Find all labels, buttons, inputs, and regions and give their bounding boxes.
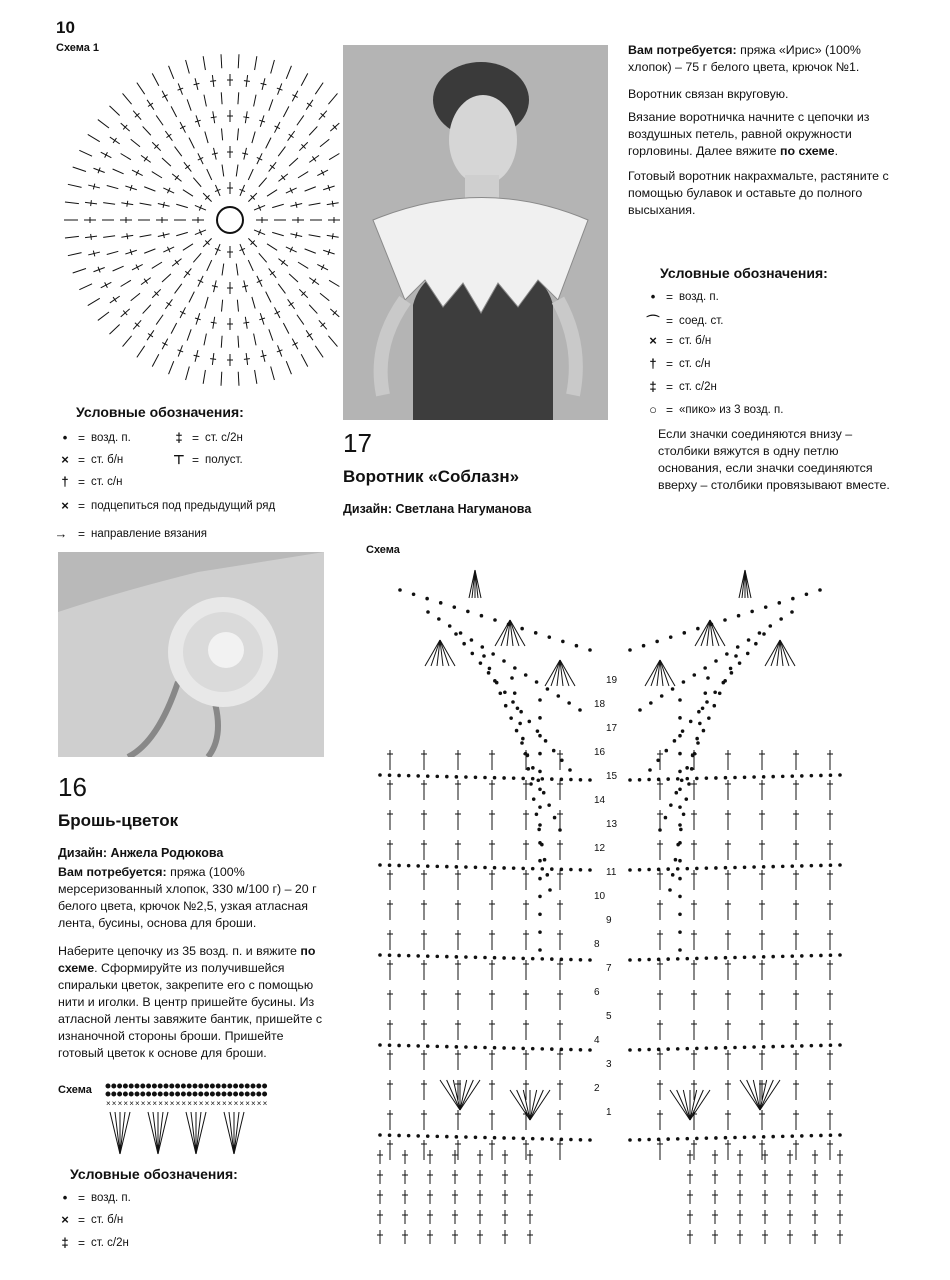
row-number: 16 [594,747,606,758]
p17-legend-ch: • = возд. п. [650,289,719,304]
brooch-photo [58,552,324,757]
project17-para2: Вязание воротничка начните с цепочки из воздушных петель, равной окружности горловины. Далее вяжите по схеме. [628,110,870,158]
p16-legend-sc: × = ст. б/н [61,1212,124,1227]
svg-text:×: × [169,1099,175,1108]
svg-text:×: × [129,1099,134,1108]
p17-legend-slst: ⌒ = соед. ст. [646,313,724,329]
svg-text:×: × [222,1099,227,1108]
row-number: 11 [606,867,617,878]
project16-number: 16 [58,772,87,802]
row-number: 7 [606,963,612,974]
row-number: 13 [606,819,618,830]
p17-legend-picot: ○ = «пико» из 3 возд. п. [649,402,784,417]
project16-legend-title: Условные обозначения: [70,1166,238,1182]
svg-text:×: × [123,1099,129,1108]
svg-text:×: × [227,1099,233,1108]
p16-legend-dtr: ‡ = ст. с/2н [61,1235,129,1250]
collar-photo-art [343,45,608,420]
project17-symbol-note: Если значки соединяются внизу – столбики вяжутся в одну петлю основания, если значки соединяются вверху – столбики провязывают вместе. [658,427,890,492]
legend-item-direction: → = направление вязания [54,526,207,541]
row-number: 18 [594,699,606,710]
page-number: 10 [56,18,75,37]
collar-scheme-diagram [360,530,860,1260]
project16-scheme-diagram [100,1078,280,1160]
project17-para3: Готовый воротник накрахмальте, растяните с помощью булавок и оставьте до полного высыхания. [628,169,889,217]
svg-text:×: × [164,1099,169,1108]
row-number: 10 [594,891,606,902]
scheme1-legend-title: Условные обозначения: [76,404,244,420]
collar-photo [343,45,608,420]
svg-text:×: × [106,1099,111,1108]
svg-text:×: × [210,1099,216,1108]
row-number: 3 [606,1059,612,1070]
row-number: 8 [594,939,600,950]
project17-designer: Дизайн: Светлана Нагуманова [343,502,532,516]
project16-instructions: Наберите цепочку из 35 возд. п. и вяжите по схеме. Сформируйте из получившейся спиральки цветок, закрепите его с помощью нити и иголки. В центр пришейте бусины. Из атласной ленты завяжите бантик, пришейте с изнаночной стороны броши. Пришейте готовый цветок к основе для броши. [58,944,323,1060]
svg-text:×: × [158,1099,163,1108]
svg-text:×: × [175,1099,181,1108]
project16-materials: Вам потребуется: пряжа (100% мерсеризованный хлопок, 330 м/100 г) – 20 г белого цвета, крючок №2,5, узкая атласная лента, бусины, основа для броши. [58,865,317,930]
svg-text:×: × [187,1099,192,1108]
svg-text:×: × [140,1099,146,1108]
svg-text:×: × [111,1099,117,1108]
svg-text:×: × [239,1099,245,1108]
row-number: 12 [594,843,606,854]
project16-scheme-label: Схема [58,1084,92,1096]
svg-text:×: × [251,1099,256,1108]
project17-title: Воротник «Соблазн» [343,467,520,486]
p16-legend-ch: • = возд. п. [62,1190,131,1205]
svg-text:×: × [117,1099,123,1108]
legend-item-sc: × = ст. б/н [61,452,124,467]
svg-text:×: × [152,1099,158,1108]
row-number: 15 [606,771,618,782]
svg-text:×: × [135,1099,140,1108]
project17-para1: Воротник связан вкруговую. [628,87,789,101]
row-number: 6 [594,987,600,998]
legend-item-dc: † = ст. с/н [61,474,123,489]
project17-scheme-label: Схема [366,544,400,556]
row-number: 9 [606,915,612,926]
svg-text:×: × [146,1099,152,1108]
scheme1-label: Схема 1 [56,42,100,54]
svg-text:×: × [216,1099,221,1108]
p17-legend-dtr: ‡ = ст. с/2н [649,379,717,394]
row-number: 19 [606,675,618,686]
svg-text:×: × [245,1099,250,1108]
project16-designer: Дизайн: Анжела Родюкова [58,846,224,860]
brooch-photo-art [58,552,324,757]
row-number: 4 [594,1035,600,1046]
svg-text:×: × [181,1099,187,1108]
row-number: 2 [594,1083,600,1094]
svg-text:×: × [198,1099,204,1108]
p17-legend-sc: × = ст. б/н [649,333,712,348]
svg-text:×: × [204,1099,210,1108]
row-number: 1 [606,1107,612,1118]
legend-item-ch: • = возд. п. [62,430,131,445]
row-number: 17 [606,723,618,734]
legend-item-dtr: ‡ = ст. с/2н [175,430,243,445]
p17-legend-dc: † = ст. с/н [649,356,711,371]
legend-item-hook-previous: × = подцепиться под предыдущий ряд [61,498,276,513]
svg-text:×: × [233,1099,239,1108]
project17-materials: Вам потребуется: пряжа «Ирис» (100% хлопок) – 75 г белого цвета, крючок №1. [628,43,861,74]
legend-item-hdc: ⊤ = полуст. [173,452,243,467]
svg-text:×: × [193,1099,198,1108]
row-number: 14 [594,795,606,806]
svg-text:×: × [256,1099,262,1108]
scheme1-diagram [60,50,340,395]
svg-text:×: × [262,1099,268,1108]
project17-number: 17 [343,428,372,458]
row-number: 5 [606,1011,612,1022]
project17-legend-title: Условные обозначения: [660,265,828,281]
project16-title: Брошь-цветок [58,811,179,830]
